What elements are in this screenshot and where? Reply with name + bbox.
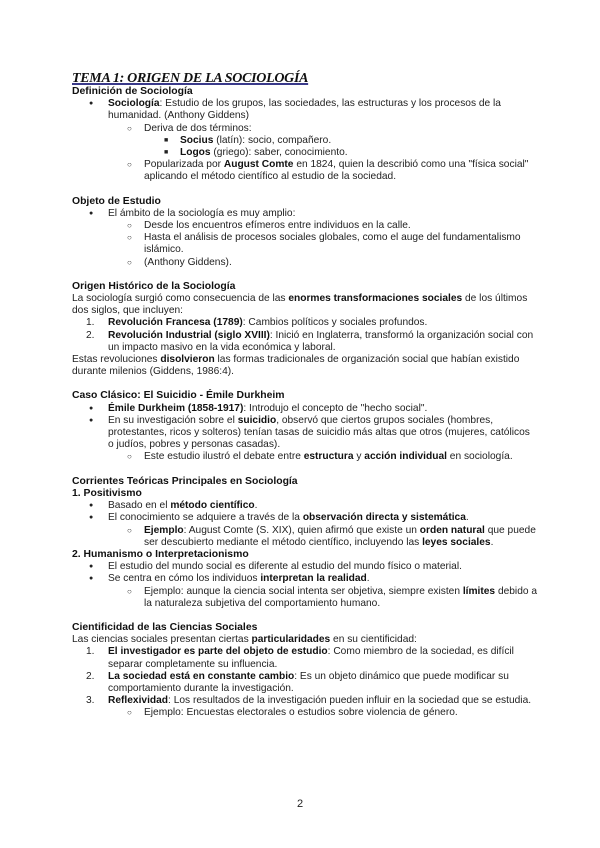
list-item: 1. Revolución Francesa (1789): Cambios políticos y sociales profundos. <box>86 317 428 329</box>
durkheim-list <box>72 403 538 464</box>
paragraph: La sociología surgió como consecuencia de las enormes transformaciones sociales de los últimos dos siglos, que incluyen: <box>72 293 528 317</box>
section-heading-corrientes: Corrientes Teóricas Principales en Sociología <box>72 475 298 487</box>
list-item: ○ Popularizada por August Comte en 1824, quien la describió como una "física social" aplicando el método científico al estudio de la sociedad. <box>72 159 538 183</box>
paragraph: Las ciencias sociales presentan ciertas particularidades en su cientificidad: <box>72 634 417 646</box>
section-heading-cientificidad: Cientificidad de las Ciencias Sociales <box>72 621 258 633</box>
list-item: ○ Este estudio ilustró el debate entre estructura y acción individual en sociología. <box>72 451 538 463</box>
cientificidad-list <box>72 646 538 707</box>
list-item: ○ Ejemplo: aunque la ciencia social intenta ser objetiva, siempre existen límites debido a la naturaleza subjetiva del comportamiento humano. <box>72 586 538 610</box>
list-item: ■ Socius (latín): socio, compañero. <box>72 135 538 147</box>
list-item: ○ Ejemplo: August Comte (S. XIX), quien afirmó que existe un orden natural que puede ser descubierto mediante el método científico, incluyendo las leyes sociales. <box>72 525 538 549</box>
list-item: ○ (Anthony Giddens). <box>72 257 538 269</box>
subheading-positivismo: 1. Positivismo <box>72 487 142 499</box>
list-item: ● Basado en el método científico. <box>72 500 538 512</box>
list-item: ■ Logos (griego): saber, conocimiento. <box>72 147 538 159</box>
section-heading-durkheim: Caso Clásico: El Suicidio - Émile Durkheim <box>72 390 285 402</box>
list-item: ● Émile Durkheim (1858-1917): Introdujo el concepto de "hecho social". <box>72 403 538 415</box>
list-item: ● Sociología: Estudio de los grupos, las sociedades, las estructuras y los procesos de la humanidad. (Anthony Giddens) <box>72 98 538 122</box>
section-heading-definicion: Definición de Sociología <box>72 86 193 97</box>
list-item: ● El estudio del mundo social es diferente al estudio del mundo físico o material. <box>72 561 538 573</box>
list-item: ● El conocimiento se adquiere a través de la observación directa y sistemática. <box>72 512 538 524</box>
cientificidad-sublist <box>72 707 538 719</box>
document-page <box>72 72 538 720</box>
list-item: ○ Desde los encuentros efímeros entre individuos en la calle. <box>72 220 538 232</box>
paragraph: Estas revoluciones disolvieron las formas tradicionales de organización social que habían existido durante milenios (Giddens, 1986:4). <box>72 354 520 378</box>
list-item: ● En su investigación sobre el suicidio, observó que ciertos grupos sociales (hombres, protestantes, ricos y solteros) tenían tasas de suicidio más altas que otros (mujeres, católicos o judíos, pobres y personas casadas). <box>72 415 538 452</box>
list-item: ● El ámbito de la sociología es muy amplio: <box>72 208 538 220</box>
page-number: 2 <box>296 798 304 810</box>
list-item: 2. Revolución Industrial (siglo XVIII): Inició en Inglaterra, transformó la organización social con un impacto masivo en la vida económica y laboral. <box>86 329 534 353</box>
section-heading-origen: Origen Histórico de la Sociología <box>72 280 236 292</box>
origen-list <box>72 317 538 354</box>
humanismo-list <box>72 561 538 610</box>
section-heading-objeto: Objeto de Estudio <box>72 195 161 207</box>
list-item: ○ Ejemplo: Encuestas electorales o estudios sobre violencia de género. <box>72 707 538 719</box>
list-item: ○ Hasta el análisis de procesos sociales globales, como el auge del fundamentalismo islámico. <box>72 232 538 256</box>
list-item: 2. La sociedad está en constante cambio: Es un objeto dinámico que puede modificar su comportamiento durante la investigación. <box>86 670 509 694</box>
positivismo-list <box>72 500 538 549</box>
objeto-list <box>72 208 538 269</box>
definicion-list <box>72 98 538 183</box>
list-item: 1. El investigador es parte del objeto de estudio: Como miembro de la sociedad, es difícil separar completamente su influencia. <box>86 646 514 670</box>
list-item: 3. Reflexividad: Los resultados de la investigación pueden influir en la sociedad que se estudia. <box>86 695 532 707</box>
subheading-humanismo: 2. Humanismo o Interpretacionismo <box>72 548 249 560</box>
document-title: TEMA 1: ORIGEN DE LA SOCIOLOGÍA <box>72 71 309 86</box>
list-item: ● Se centra en cómo los individuos interpretan la realidad. <box>72 573 538 585</box>
list-item: ○ Deriva de dos términos: <box>72 123 538 135</box>
